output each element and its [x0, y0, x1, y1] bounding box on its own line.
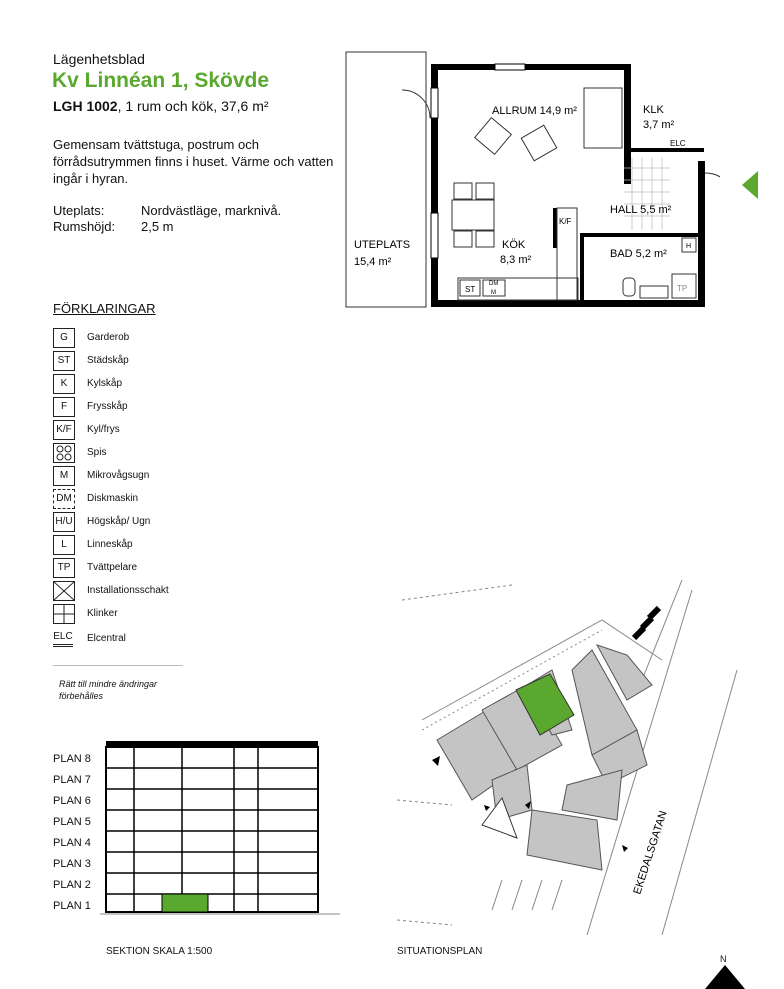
door-opening: [431, 88, 438, 118]
room-allrum: ALLRUM 14,9 m²: [492, 105, 577, 117]
room-bad: BAD 5,2 m²: [610, 248, 667, 260]
entrance-arrow-icon: [742, 171, 758, 199]
apartment-description: Gemensam tvättstuga, postrum och förrådsutrymmen finns i huset. Värme och vatten ingår i hyran.: [53, 137, 334, 186]
plan-label: PLAN 6: [53, 795, 91, 807]
dining-table: [452, 200, 494, 230]
chair: [454, 183, 472, 199]
legend-symbol: K: [53, 374, 75, 394]
legend-label: Mikrovågsugn: [87, 470, 150, 481]
legend-label: Kylskåp: [87, 378, 123, 389]
legend-label: Diskmaskin: [87, 493, 139, 504]
room-klk-name: KLK: [643, 104, 664, 116]
chair: [476, 231, 494, 247]
floor-lines: [106, 747, 318, 912]
chair: [454, 231, 472, 247]
window-opening: [431, 213, 438, 258]
legend-symbol: M: [53, 466, 75, 486]
legend-label: Klinker: [87, 608, 118, 619]
legend-label: Installationsschakt: [87, 585, 169, 596]
info-label: Rumshöjd:: [53, 219, 116, 234]
tile-icon: [53, 604, 75, 624]
label-st: ST: [465, 285, 476, 294]
property-title: Kv Linnéan 1, Skövde: [52, 69, 270, 92]
wall-bath-west: [580, 233, 584, 303]
disclaimer-note: Rätt till mindre ändringar förbehålles: [59, 679, 158, 701]
room-klk-area: 3,7 m²: [643, 119, 675, 131]
label-h: H: [686, 243, 692, 250]
legend-symbol: ELC: [53, 629, 73, 647]
label-m: M: [491, 290, 496, 296]
sink: [640, 286, 668, 298]
legend-label: Tvättpelare: [87, 562, 138, 573]
legend-symbol: L: [53, 535, 75, 555]
room-hall: HALL 5,5 m²: [610, 204, 672, 216]
document-type: Lägenhetsblad: [53, 51, 145, 67]
label-kf: K/F: [559, 217, 572, 226]
apartment-id: LGH 1002: [53, 98, 118, 114]
parking-icons: [632, 606, 661, 640]
armchair: [475, 118, 512, 155]
bed: [584, 88, 622, 148]
legend-label: Städskåp: [87, 355, 129, 366]
uteplats-name: UTEPLATS: [354, 239, 411, 251]
north-arrow-icon: [705, 965, 745, 989]
wall-east-upper: [624, 64, 631, 184]
plan-label: PLAN 2: [53, 879, 91, 891]
north-label: N: [720, 954, 727, 964]
wall-kitchen: [553, 208, 557, 248]
info-value: Nordvästläge, marknivå.: [141, 203, 282, 218]
site-plan-caption: SITUATIONSPLAN: [397, 946, 483, 957]
wall-bath-north: [580, 233, 705, 237]
legend-label: Elcentral: [87, 633, 126, 644]
apartment-subtitle: [53, 98, 269, 114]
legend-symbol: DM: [53, 489, 75, 509]
info-label: Uteplats:: [53, 203, 105, 218]
floor-plan: [340, 48, 720, 313]
apartment-highlight: [162, 894, 208, 912]
legend-label: Kyl/frys: [87, 424, 120, 435]
legend-label: Linneskåp: [87, 539, 133, 550]
divider: [53, 665, 183, 666]
wall-north: [431, 64, 631, 70]
info-row-rumshojd: [53, 219, 174, 234]
label-tp: TP: [677, 284, 688, 293]
plan-label: PLAN 3: [53, 858, 91, 870]
toilet: [623, 278, 635, 296]
armchair: [521, 125, 557, 161]
legend-label: Frysskåp: [87, 401, 128, 412]
legend-symbol: G: [53, 328, 75, 348]
label-elc: ELC: [670, 139, 686, 148]
legend-symbol: TP: [53, 558, 75, 578]
legend-symbol: K/F: [53, 420, 75, 440]
plan-label: PLAN 4: [53, 837, 91, 849]
legend-title: FÖRKLARINGAR: [53, 301, 156, 316]
chair: [476, 183, 494, 199]
plan-label: PLAN 1: [53, 900, 91, 912]
entrance-door-swing: [705, 173, 720, 198]
room-kok-area: 8,3 m²: [500, 254, 532, 266]
stove-icon: [53, 443, 75, 463]
street-label: EKEDALSGATAN: [631, 809, 670, 896]
wall-south: [431, 300, 705, 307]
plan-label: PLAN 8: [53, 753, 91, 765]
site-plan: [392, 580, 742, 935]
kitchen-counter: [458, 278, 578, 300]
legend-label: Garderob: [87, 332, 130, 343]
apartment-desc: , 1 rum och kök, 37,6 m²: [117, 98, 269, 114]
plan-label: PLAN 7: [53, 774, 91, 786]
wall-klk-south: [624, 148, 704, 152]
info-row-uteplats: [53, 203, 282, 218]
legend-symbol: ST: [53, 351, 75, 371]
installation-shaft-icon: [53, 581, 75, 601]
section-drawing: [100, 724, 350, 920]
legend-symbol: H/U: [53, 512, 75, 532]
plan-label: PLAN 5: [53, 816, 91, 828]
section-outline: [106, 747, 318, 912]
section-caption: SEKTION SKALA 1:500: [106, 946, 213, 957]
room-kok-name: KÖK: [502, 239, 526, 251]
label-dm: DM: [489, 281, 499, 287]
legend-label: Högskåp/ Ugn: [87, 516, 151, 527]
legend-label: Spis: [87, 447, 107, 458]
legend-symbol: F: [53, 397, 75, 417]
uteplats-area: 15,4 m²: [354, 256, 392, 268]
info-value: 2,5 m: [141, 219, 174, 234]
uteplats-outline: [346, 52, 426, 307]
window-north: [495, 64, 525, 70]
